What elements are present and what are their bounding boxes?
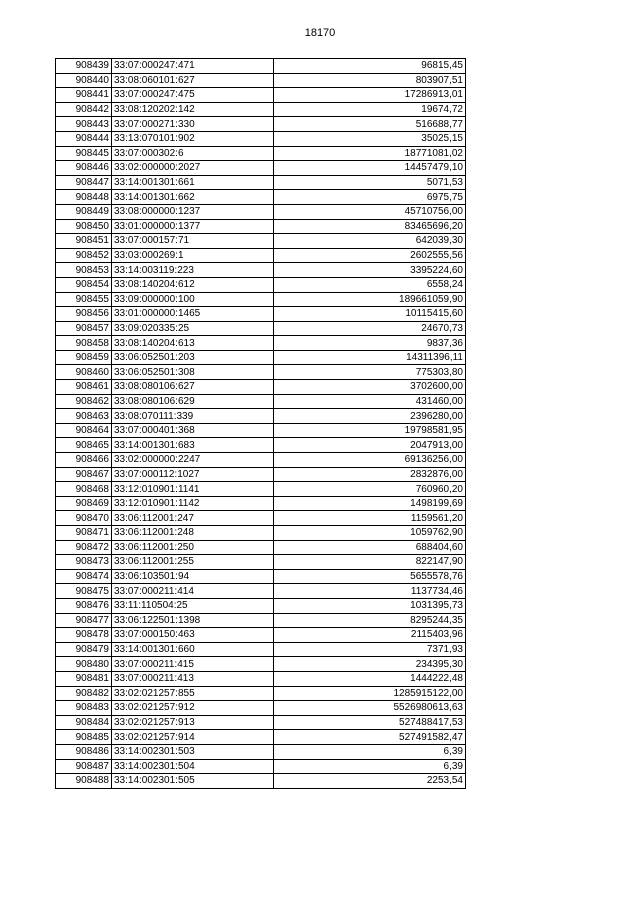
record-id-cell: 908451	[56, 234, 112, 249]
cadastral-number-cell: 33:14:001301:661	[112, 175, 274, 190]
record-id-cell: 908465	[56, 438, 112, 453]
record-id-cell: 908467	[56, 467, 112, 482]
record-id-cell: 908443	[56, 117, 112, 132]
value-cell: 2832876,00	[274, 467, 466, 482]
record-id-cell: 908442	[56, 102, 112, 117]
table-row	[56, 482, 466, 497]
record-id-cell: 908452	[56, 248, 112, 263]
cadastral-number-cell: 33:14:001301:660	[112, 642, 274, 657]
cadastral-number-cell: 33:08:140204:613	[112, 336, 274, 351]
table-row	[56, 569, 466, 584]
record-id-cell: 908475	[56, 584, 112, 599]
record-id-cell: 908470	[56, 511, 112, 526]
records-table-body	[56, 59, 466, 789]
table-row	[56, 73, 466, 88]
table-row	[56, 701, 466, 716]
record-id-cell: 908458	[56, 336, 112, 351]
cadastral-number-cell: 33:02:000000:2247	[112, 453, 274, 468]
record-id-cell: 908482	[56, 686, 112, 701]
value-cell: 6975,75	[274, 190, 466, 205]
cadastral-number-cell: 33:06:112001:247	[112, 511, 274, 526]
value-cell: 760960,20	[274, 482, 466, 497]
value-cell: 527488417,53	[274, 715, 466, 730]
record-id-cell: 908441	[56, 88, 112, 103]
table-row	[56, 584, 466, 599]
cadastral-number-cell: 33:07:000211:413	[112, 671, 274, 686]
table-row	[56, 248, 466, 263]
value-cell: 8295244,35	[274, 613, 466, 628]
table-row	[56, 715, 466, 730]
table-row	[56, 394, 466, 409]
record-id-cell: 908474	[56, 569, 112, 584]
value-cell: 1159561,20	[274, 511, 466, 526]
value-cell: 17286913,01	[274, 88, 466, 103]
cadastral-number-cell: 33:08:070111:339	[112, 409, 274, 424]
cadastral-number-cell: 33:14:002301:503	[112, 744, 274, 759]
cadastral-number-cell: 33:08:080106:627	[112, 380, 274, 395]
table-row	[56, 190, 466, 205]
table-row	[56, 438, 466, 453]
value-cell: 35025,15	[274, 131, 466, 146]
value-cell: 5655578,76	[274, 569, 466, 584]
record-id-cell: 908484	[56, 715, 112, 730]
record-id-cell: 908450	[56, 219, 112, 234]
value-cell: 5071,53	[274, 175, 466, 190]
cadastral-number-cell: 33:08:000000:1237	[112, 204, 274, 219]
cadastral-number-cell: 33:03:000269:1	[112, 248, 274, 263]
page-number: 18170	[304, 27, 336, 39]
record-id-cell: 908444	[56, 131, 112, 146]
record-id-cell: 908469	[56, 496, 112, 511]
value-cell: 1031395,73	[274, 598, 466, 613]
table-row	[56, 102, 466, 117]
table-row	[56, 175, 466, 190]
table-row	[56, 526, 466, 541]
value-cell: 7371,93	[274, 642, 466, 657]
cadastral-number-cell: 33:07:000247:471	[112, 59, 274, 74]
record-id-cell: 908453	[56, 263, 112, 278]
table-row	[56, 555, 466, 570]
value-cell: 775303,80	[274, 365, 466, 380]
cadastral-number-cell: 33:12:010901:1142	[112, 496, 274, 511]
cadastral-number-cell: 33:08:080106:629	[112, 394, 274, 409]
cadastral-number-cell: 33:02:021257:855	[112, 686, 274, 701]
cadastral-number-cell: 33:11:110504:25	[112, 598, 274, 613]
table-row	[56, 511, 466, 526]
record-id-cell: 908483	[56, 701, 112, 716]
cadastral-number-cell: 33:14:001301:662	[112, 190, 274, 205]
cadastral-number-cell: 33:02:021257:913	[112, 715, 274, 730]
table-row	[56, 642, 466, 657]
record-id-cell: 908445	[56, 146, 112, 161]
record-id-cell: 908448	[56, 190, 112, 205]
record-id-cell: 908440	[56, 73, 112, 88]
record-id-cell: 908460	[56, 365, 112, 380]
value-cell: 83465696,20	[274, 219, 466, 234]
record-id-cell: 908481	[56, 671, 112, 686]
value-cell: 14311396,11	[274, 350, 466, 365]
record-id-cell: 908464	[56, 423, 112, 438]
cadastral-number-cell: 33:02:021257:914	[112, 730, 274, 745]
record-id-cell: 908486	[56, 744, 112, 759]
record-id-cell: 908488	[56, 774, 112, 789]
value-cell: 803907,51	[274, 73, 466, 88]
cadastral-number-cell: 33:02:000000:2027	[112, 161, 274, 176]
cadastral-number-cell: 33:07:000211:414	[112, 584, 274, 599]
value-cell: 6,39	[274, 744, 466, 759]
value-cell: 527491582,47	[274, 730, 466, 745]
record-id-cell: 908457	[56, 321, 112, 336]
table-row	[56, 263, 466, 278]
record-id-cell: 908459	[56, 350, 112, 365]
table-row	[56, 234, 466, 249]
record-id-cell: 908463	[56, 409, 112, 424]
table-row	[56, 380, 466, 395]
table-row	[56, 350, 466, 365]
table-row	[56, 146, 466, 161]
value-cell: 2602555,56	[274, 248, 466, 263]
value-cell: 1498199,69	[274, 496, 466, 511]
cadastral-number-cell: 33:08:120202:142	[112, 102, 274, 117]
cadastral-number-cell: 33:08:060101:627	[112, 73, 274, 88]
table-row	[56, 336, 466, 351]
cadastral-number-cell: 33:14:002301:505	[112, 774, 274, 789]
record-id-cell: 908487	[56, 759, 112, 774]
cadastral-number-cell: 33:06:052501:203	[112, 350, 274, 365]
cadastral-number-cell: 33:06:103501:94	[112, 569, 274, 584]
record-id-cell: 908476	[56, 598, 112, 613]
table-row	[56, 744, 466, 759]
table-row	[56, 453, 466, 468]
cadastral-number-cell: 33:07:000150:463	[112, 628, 274, 643]
table-row	[56, 613, 466, 628]
value-cell: 6558,24	[274, 277, 466, 292]
table-row	[56, 321, 466, 336]
value-cell: 516688,77	[274, 117, 466, 132]
value-cell: 431460,00	[274, 394, 466, 409]
record-id-cell: 908449	[56, 204, 112, 219]
table-row	[56, 657, 466, 672]
record-id-cell: 908446	[56, 161, 112, 176]
record-id-cell: 908485	[56, 730, 112, 745]
table-row	[56, 686, 466, 701]
value-cell: 1285915122,00	[274, 686, 466, 701]
table-row	[56, 759, 466, 774]
value-cell: 45710756,00	[274, 204, 466, 219]
record-id-cell: 908468	[56, 482, 112, 497]
cadastral-number-cell: 33:07:000247:475	[112, 88, 274, 103]
cadastral-number-cell: 33:12:010901:1141	[112, 482, 274, 497]
table-row	[56, 423, 466, 438]
value-cell: 5526980613,63	[274, 701, 466, 716]
cadastral-number-cell: 33:06:112001:250	[112, 540, 274, 555]
table-row	[56, 540, 466, 555]
record-id-cell: 908454	[56, 277, 112, 292]
value-cell: 9837,36	[274, 336, 466, 351]
table-row	[56, 131, 466, 146]
cadastral-number-cell: 33:06:112001:255	[112, 555, 274, 570]
record-id-cell: 908455	[56, 292, 112, 307]
value-cell: 2047913,00	[274, 438, 466, 453]
record-id-cell: 908447	[56, 175, 112, 190]
table-row	[56, 307, 466, 322]
table-row	[56, 496, 466, 511]
table-row	[56, 277, 466, 292]
cadastral-number-cell: 33:13:070101:902	[112, 131, 274, 146]
value-cell: 3702600,00	[274, 380, 466, 395]
cadastral-number-cell: 33:07:000157:71	[112, 234, 274, 249]
cadastral-number-cell: 33:01:000000:1465	[112, 307, 274, 322]
records-table	[55, 58, 466, 789]
record-id-cell: 908466	[56, 453, 112, 468]
table-row	[56, 292, 466, 307]
value-cell: 234395,30	[274, 657, 466, 672]
value-cell: 3395224,60	[274, 263, 466, 278]
table-row	[56, 59, 466, 74]
value-cell: 1137734,46	[274, 584, 466, 599]
table-row	[56, 671, 466, 686]
cadastral-number-cell: 33:06:052501:308	[112, 365, 274, 380]
value-cell: 2253,54	[274, 774, 466, 789]
table-row	[56, 219, 466, 234]
value-cell: 1444222,48	[274, 671, 466, 686]
cadastral-number-cell: 33:07:000302:6	[112, 146, 274, 161]
cadastral-number-cell: 33:08:140204:612	[112, 277, 274, 292]
value-cell: 189661059,90	[274, 292, 466, 307]
value-cell: 18771081,02	[274, 146, 466, 161]
cadastral-number-cell: 33:07:000271:330	[112, 117, 274, 132]
value-cell: 24670,73	[274, 321, 466, 336]
value-cell: 2396280,00	[274, 409, 466, 424]
record-id-cell: 908478	[56, 628, 112, 643]
table-row	[56, 161, 466, 176]
cadastral-number-cell: 33:06:112001:248	[112, 526, 274, 541]
value-cell: 822147,90	[274, 555, 466, 570]
value-cell: 10115415,60	[274, 307, 466, 322]
table-row	[56, 88, 466, 103]
table-row	[56, 598, 466, 613]
cadastral-number-cell: 33:07:000112:1027	[112, 467, 274, 482]
value-cell: 19674,72	[274, 102, 466, 117]
record-id-cell: 908479	[56, 642, 112, 657]
value-cell: 688404,60	[274, 540, 466, 555]
record-id-cell: 908477	[56, 613, 112, 628]
value-cell: 2115403,96	[274, 628, 466, 643]
value-cell: 19798581,95	[274, 423, 466, 438]
cadastral-number-cell: 33:14:003119:223	[112, 263, 274, 278]
record-id-cell: 908472	[56, 540, 112, 555]
cadastral-number-cell: 33:02:021257:912	[112, 701, 274, 716]
value-cell: 96815,45	[274, 59, 466, 74]
table-row	[56, 628, 466, 643]
cadastral-number-cell: 33:01:000000:1377	[112, 219, 274, 234]
record-id-cell: 908480	[56, 657, 112, 672]
value-cell: 642039,30	[274, 234, 466, 249]
record-id-cell: 908462	[56, 394, 112, 409]
cadastral-number-cell: 33:14:002301:504	[112, 759, 274, 774]
cadastral-number-cell: 33:06:122501:1398	[112, 613, 274, 628]
record-id-cell: 908473	[56, 555, 112, 570]
record-id-cell: 908439	[56, 59, 112, 74]
value-cell: 14457479,10	[274, 161, 466, 176]
cadastral-number-cell: 33:09:020335:25	[112, 321, 274, 336]
record-id-cell: 908456	[56, 307, 112, 322]
table-row	[56, 774, 466, 789]
record-id-cell: 908471	[56, 526, 112, 541]
cadastral-number-cell: 33:09:000000:100	[112, 292, 274, 307]
cadastral-number-cell: 33:07:000211:415	[112, 657, 274, 672]
table-row	[56, 365, 466, 380]
table-row	[56, 409, 466, 424]
table-row	[56, 204, 466, 219]
value-cell: 69136256,00	[274, 453, 466, 468]
table-row	[56, 117, 466, 132]
table-row	[56, 467, 466, 482]
cadastral-number-cell: 33:07:000401:368	[112, 423, 274, 438]
value-cell: 1059762,90	[274, 526, 466, 541]
table-row	[56, 730, 466, 745]
cadastral-number-cell: 33:14:001301:683	[112, 438, 274, 453]
value-cell: 6,39	[274, 759, 466, 774]
record-id-cell: 908461	[56, 380, 112, 395]
